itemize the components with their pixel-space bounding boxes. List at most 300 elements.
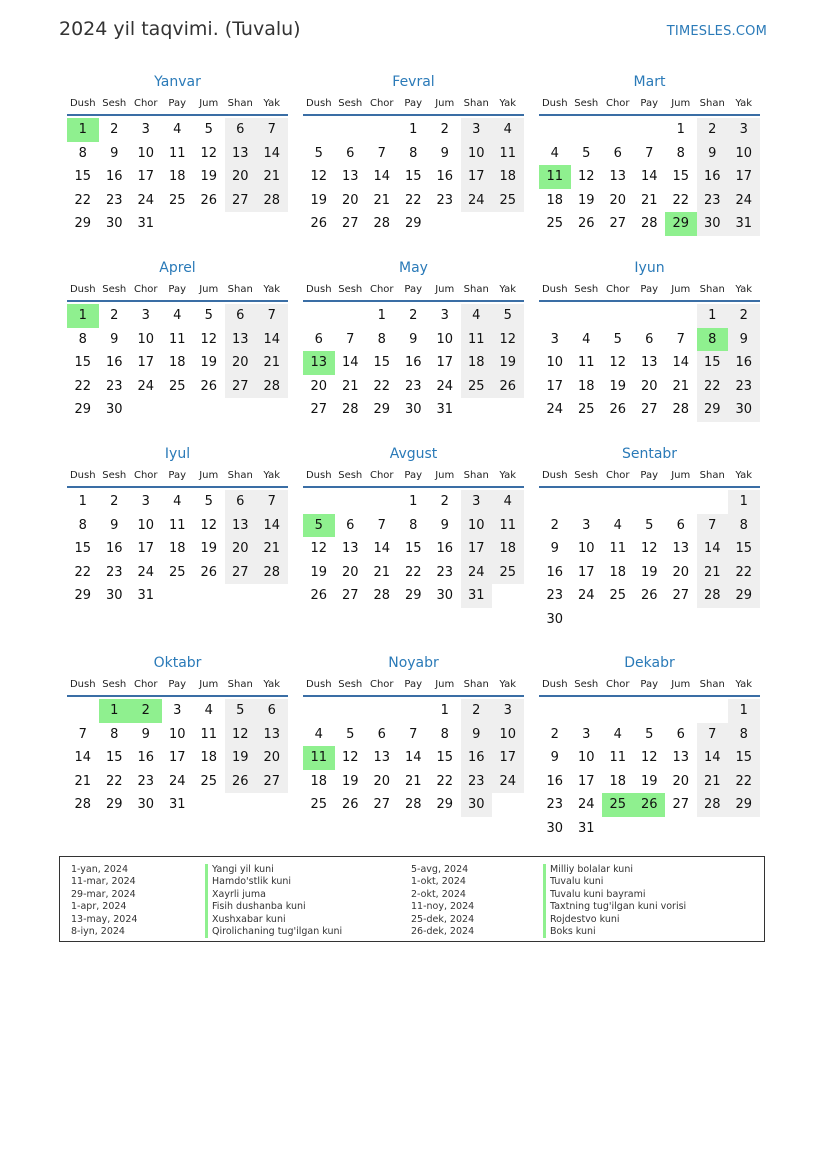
day-cell: 13	[609, 169, 627, 184]
empty-day	[162, 212, 194, 236]
day-cell: 30	[105, 588, 123, 603]
legend-date: 1-okt, 2024	[411, 876, 466, 888]
legend-holiday-name: Yangi yil kuni	[205, 864, 342, 876]
day-cell: 26	[577, 216, 595, 231]
weekday-label: Sesh	[102, 284, 127, 295]
day-cell: 1	[67, 118, 99, 142]
day-cell: 8	[409, 517, 418, 533]
day-cell: 20	[256, 746, 288, 770]
day-cell: 27	[640, 402, 658, 417]
day-cell: 2	[110, 122, 119, 137]
day-cell: 20	[225, 537, 257, 561]
day-cell: 16	[697, 165, 729, 189]
empty-day	[366, 490, 398, 514]
day-cell: 9	[440, 145, 449, 161]
day-cell: 4	[582, 331, 591, 347]
week-row	[303, 793, 524, 817]
day-cell: 24	[492, 770, 524, 794]
day-cell: 17	[546, 378, 564, 394]
empty-day	[602, 699, 634, 723]
weekday-label: Shan	[463, 98, 489, 109]
day-cell: 9	[697, 142, 729, 166]
day-cell: 30	[546, 611, 564, 627]
weekday-label: Yak	[735, 284, 753, 295]
month-yanvar	[67, 72, 288, 236]
day-cell: 28	[640, 216, 658, 231]
day-cell: 27	[225, 375, 257, 399]
day-cell: 13	[341, 541, 359, 556]
day-cell: 1	[676, 122, 685, 137]
day-cell: 1	[99, 699, 131, 723]
weekday-label: Jum	[671, 470, 691, 481]
day-cell: 12	[640, 750, 658, 765]
day-cell: 5	[645, 726, 654, 742]
day-cell: 21	[373, 192, 391, 208]
day-cell: 19	[310, 192, 328, 208]
day-cell: 2	[728, 304, 760, 328]
day-cell: 4	[314, 726, 323, 742]
day-cell: 13	[303, 351, 335, 375]
day-cell: 15	[74, 355, 92, 370]
weekday-label: Yak	[499, 98, 517, 109]
day-cell: 10	[137, 517, 155, 533]
empty-day	[335, 490, 367, 514]
day-cell: 26	[634, 793, 666, 817]
day-cell: 24	[137, 564, 155, 580]
day-cell: 7	[676, 331, 685, 347]
legend-holiday-name: Hamdo'stlik kuni	[205, 876, 342, 888]
day-cell: 18	[492, 165, 524, 189]
legend-date: 2-okt, 2024	[411, 888, 466, 900]
day-cell: 16	[137, 750, 155, 765]
day-cell: 27	[225, 561, 257, 585]
legend-date: 25-dek, 2024	[411, 913, 475, 925]
day-cell: 19	[492, 351, 524, 375]
day-cell: 17	[137, 169, 155, 184]
day-cell: 30	[546, 820, 564, 836]
week-row	[539, 514, 760, 538]
day-cell: 26	[492, 375, 524, 399]
day-cell: 23	[105, 192, 123, 208]
day-cell: 6	[676, 726, 685, 742]
day-cell: 29	[728, 584, 760, 608]
day-cell: 20	[225, 165, 257, 189]
day-cell: 8	[697, 328, 729, 352]
weekday-label: Shan	[227, 679, 253, 690]
day-cell: 11	[492, 142, 524, 166]
weekday-label: Sesh	[102, 98, 127, 109]
weekday-label: Yak	[735, 470, 753, 481]
day-cell: 18	[461, 351, 493, 375]
week-row	[303, 699, 524, 723]
day-cell: 27	[373, 797, 391, 812]
day-cell: 6	[377, 726, 386, 742]
day-cell: 10	[577, 541, 595, 556]
day-cell: 18	[577, 378, 595, 394]
empty-day	[571, 118, 603, 142]
day-cell: 11	[168, 517, 186, 533]
day-cell: 20	[672, 564, 690, 580]
weekday-label: Pay	[404, 284, 423, 295]
day-cell: 3	[582, 517, 591, 533]
empty-day	[634, 699, 666, 723]
day-cell: 28	[256, 375, 288, 399]
weekday-label: Sesh	[574, 98, 599, 109]
legend-holiday-name: Xayrli juma	[205, 889, 342, 901]
day-cell: 27	[341, 588, 359, 603]
day-cell: 18	[168, 169, 186, 184]
day-cell: 23	[546, 588, 564, 603]
day-cell: 18	[200, 750, 218, 765]
page-title: 2024 yil taqvimi. (Tuvalu)	[59, 18, 301, 40]
week-row	[303, 514, 524, 538]
day-cell: 17	[137, 541, 155, 556]
weekday-label: Shan	[699, 284, 725, 295]
day-cell: 29	[728, 793, 760, 817]
empty-day	[634, 490, 666, 514]
empty-day	[571, 490, 603, 514]
weekday-label: Sesh	[102, 679, 127, 690]
empty-day	[634, 817, 666, 841]
month-dekabr	[539, 653, 760, 840]
empty-day	[162, 584, 194, 608]
day-cell: 3	[141, 494, 150, 509]
day-cell: 25	[168, 378, 186, 394]
week-row	[303, 118, 524, 142]
day-cell: 16	[461, 746, 493, 770]
weekday-label: Dush	[69, 98, 96, 109]
day-cell: 21	[404, 773, 422, 789]
weekday-label: Dush	[69, 284, 96, 295]
day-cell: 3	[173, 703, 182, 718]
legend-holiday-name: Tuvalu kuni bayrami	[543, 889, 686, 901]
day-cell: 8	[728, 514, 760, 538]
empty-day	[256, 584, 288, 608]
day-cell: 18	[310, 773, 328, 789]
empty-day	[665, 608, 697, 632]
empty-day	[256, 398, 288, 422]
week-row	[67, 699, 288, 723]
week-row	[539, 793, 760, 817]
day-cell: 25	[168, 192, 186, 208]
empty-day	[225, 793, 257, 817]
month-name: Mart	[633, 74, 666, 90]
day-cell: 7	[697, 514, 729, 538]
day-cell: 28	[697, 584, 729, 608]
empty-day	[130, 398, 162, 422]
day-cell: 24	[168, 773, 186, 789]
weekday-header	[539, 468, 760, 488]
day-cell: 4	[613, 726, 622, 742]
week-row	[67, 328, 288, 352]
weekday-label: Shan	[699, 470, 725, 481]
day-cell: 17	[461, 165, 493, 189]
day-cell: 8	[409, 145, 418, 161]
day-cell: 29	[373, 402, 391, 417]
day-cell: 3	[582, 726, 591, 742]
day-cell: 20	[341, 564, 359, 580]
day-cell: 1	[728, 490, 760, 514]
day-cell: 25	[546, 216, 564, 231]
day-cell: 17	[577, 773, 595, 789]
day-cell: 29	[436, 797, 454, 812]
day-cell: 27	[672, 797, 690, 812]
day-cell: 6	[314, 331, 323, 347]
day-cell: 4	[613, 517, 622, 533]
day-cell: 18	[609, 564, 627, 580]
day-cell: 15	[74, 169, 92, 184]
weekday-header	[303, 468, 524, 488]
empty-day	[665, 490, 697, 514]
day-cell: 5	[492, 304, 524, 328]
month-name: Iyun	[634, 260, 665, 276]
weekday-label: Yak	[735, 98, 753, 109]
day-cell: 29	[74, 588, 92, 603]
day-cell: 4	[173, 494, 182, 509]
day-cell: 29	[404, 216, 422, 231]
holiday-legend	[59, 856, 765, 942]
day-cell: 22	[74, 378, 92, 394]
weekday-label: Sesh	[338, 470, 363, 481]
weekday-label: Yak	[499, 679, 517, 690]
day-cell: 11	[200, 726, 218, 742]
day-cell: 21	[640, 192, 658, 208]
day-cell: 20	[341, 192, 359, 208]
weekday-label: Chor	[605, 98, 630, 109]
day-cell: 11	[461, 328, 493, 352]
day-cell: 30	[105, 216, 123, 231]
day-cell: 22	[672, 192, 690, 208]
day-cell: 16	[105, 169, 123, 184]
legend-date: 8-iyn, 2024	[71, 925, 125, 937]
day-cell: 28	[373, 216, 391, 231]
day-cell: 25	[602, 793, 634, 817]
week-row	[539, 584, 760, 608]
day-cell: 13	[672, 750, 690, 765]
week-row	[539, 189, 760, 213]
day-cell: 10	[461, 142, 493, 166]
day-cell: 6	[676, 517, 685, 533]
day-cell: 25	[310, 797, 328, 812]
day-cell: 19	[640, 773, 658, 789]
day-cell: 10	[577, 750, 595, 765]
day-cell: 12	[310, 541, 328, 556]
day-cell: 2	[110, 494, 119, 509]
legend-names-left	[205, 864, 342, 938]
week-row	[67, 561, 288, 585]
day-cell: 15	[105, 750, 123, 765]
day-cell: 13	[341, 169, 359, 184]
day-cell: 26	[310, 216, 328, 231]
empty-day	[665, 304, 697, 328]
day-cell: 6	[645, 331, 654, 347]
weekday-label: Dush	[541, 284, 568, 295]
day-cell: 16	[105, 355, 123, 370]
weekday-label: Shan	[699, 98, 725, 109]
day-cell: 21	[341, 378, 359, 394]
day-cell: 29	[74, 216, 92, 231]
weekday-label: Shan	[227, 284, 253, 295]
day-cell: 20	[672, 773, 690, 789]
day-cell: 31	[168, 797, 186, 812]
week-row	[303, 351, 524, 375]
empty-day	[697, 608, 729, 632]
day-cell: 8	[78, 517, 87, 533]
day-cell: 6	[225, 118, 257, 142]
weekday-label: Pay	[168, 679, 187, 690]
day-cell: 1	[377, 308, 386, 323]
day-cell: 14	[373, 541, 391, 556]
day-cell: 4	[173, 122, 182, 137]
day-cell: 28	[74, 797, 92, 812]
week-row	[539, 746, 760, 770]
day-cell: 21	[74, 773, 92, 789]
legend-holiday-name: Qirolichaning tug'ilgan kuni	[205, 926, 342, 938]
empty-day	[335, 118, 367, 142]
day-cell: 15	[672, 169, 690, 184]
week-row	[539, 817, 760, 841]
weekday-header	[539, 96, 760, 116]
week-row	[303, 537, 524, 561]
weekday-label: Shan	[227, 98, 253, 109]
day-cell: 14	[697, 746, 729, 770]
week-row	[539, 351, 760, 375]
day-cell: 1	[409, 494, 418, 509]
day-cell: 25	[200, 773, 218, 789]
month-may	[303, 258, 524, 422]
empty-day	[634, 118, 666, 142]
day-cell: 20	[225, 351, 257, 375]
empty-day	[461, 398, 493, 422]
day-cell: 12	[492, 328, 524, 352]
week-row	[67, 351, 288, 375]
day-cell: 1	[409, 122, 418, 137]
weekday-label: Pay	[168, 470, 187, 481]
day-cell: 30	[728, 398, 760, 422]
weekday-label: Yak	[499, 284, 517, 295]
day-cell: 18	[609, 773, 627, 789]
day-cell: 2	[130, 699, 162, 723]
day-cell: 19	[640, 564, 658, 580]
week-row	[67, 514, 288, 538]
month-iyul	[67, 444, 288, 608]
day-cell: 12	[609, 355, 627, 370]
day-cell: 23	[436, 192, 454, 208]
empty-day	[225, 398, 257, 422]
day-cell: 6	[225, 304, 257, 328]
day-cell: 22	[74, 564, 92, 580]
day-cell: 1	[67, 304, 99, 328]
day-cell: 5	[303, 514, 335, 538]
empty-day	[193, 584, 225, 608]
weekday-label: Jum	[199, 98, 219, 109]
week-row	[539, 142, 760, 166]
day-cell: 12	[341, 750, 359, 765]
day-cell: 15	[373, 355, 391, 370]
day-cell: 2	[550, 726, 559, 742]
day-cell: 6	[346, 145, 355, 161]
day-cell: 19	[225, 746, 257, 770]
day-cell: 31	[728, 212, 760, 236]
week-row	[303, 142, 524, 166]
empty-day	[303, 118, 335, 142]
day-cell: 3	[492, 699, 524, 723]
day-cell: 6	[613, 145, 622, 161]
weekday-label: Pay	[640, 98, 659, 109]
day-cell: 29	[105, 797, 123, 812]
day-cell: 24	[728, 189, 760, 213]
day-cell: 16	[546, 773, 564, 789]
day-cell: 11	[609, 750, 627, 765]
day-cell: 15	[404, 541, 422, 556]
legend-date: 13-may, 2024	[71, 913, 138, 925]
day-cell: 24	[546, 402, 564, 417]
month-name: Iyul	[164, 446, 191, 462]
day-cell: 25	[492, 561, 524, 585]
week-row	[539, 537, 760, 561]
month-sentabr	[539, 444, 760, 631]
empty-day	[303, 490, 335, 514]
weekday-label: Shan	[699, 679, 725, 690]
day-cell: 27	[341, 216, 359, 231]
day-cell: 22	[74, 192, 92, 208]
day-cell: 12	[200, 517, 218, 533]
empty-day	[602, 304, 634, 328]
day-cell: 17	[577, 564, 595, 580]
month-iyun	[539, 258, 760, 422]
legend-holiday-name: Rojdestvo kuni	[543, 914, 686, 926]
day-cell: 25	[168, 564, 186, 580]
day-cell: 17	[728, 165, 760, 189]
month-oktabr	[67, 653, 288, 817]
day-cell: 14	[697, 537, 729, 561]
day-cell: 30	[105, 402, 123, 417]
weekday-label: Chor	[133, 284, 158, 295]
week-row	[67, 189, 288, 213]
weekday-header	[67, 282, 288, 302]
day-cell: 11	[539, 165, 571, 189]
legend-date: 1-yan, 2024	[71, 864, 128, 875]
weekday-label: Sesh	[338, 284, 363, 295]
day-cell: 13	[256, 723, 288, 747]
day-cell: 8	[110, 726, 119, 742]
week-row	[67, 142, 288, 166]
month-name: Noyabr	[388, 655, 439, 671]
day-cell: 6	[256, 699, 288, 723]
empty-day	[461, 212, 493, 236]
day-cell: 25	[577, 402, 595, 417]
weekday-label: Pay	[640, 470, 659, 481]
week-row	[303, 398, 524, 422]
day-cell: 15	[74, 541, 92, 556]
week-row	[67, 118, 288, 142]
day-cell: 14	[640, 169, 658, 184]
month-avgust	[303, 444, 524, 608]
day-cell: 28	[341, 402, 359, 417]
day-cell: 30	[461, 793, 493, 817]
day-cell: 4	[550, 145, 559, 161]
day-cell: 29	[665, 212, 697, 236]
day-cell: 23	[404, 378, 422, 394]
site-link[interactable]: TIMESLES.COM	[666, 24, 767, 39]
day-cell: 2	[440, 494, 449, 509]
weekday-label: Pay	[404, 98, 423, 109]
week-row	[67, 490, 288, 514]
week-row	[303, 770, 524, 794]
day-cell: 15	[436, 750, 454, 765]
weekday-label: Chor	[133, 98, 158, 109]
day-cell: 8	[676, 145, 685, 161]
